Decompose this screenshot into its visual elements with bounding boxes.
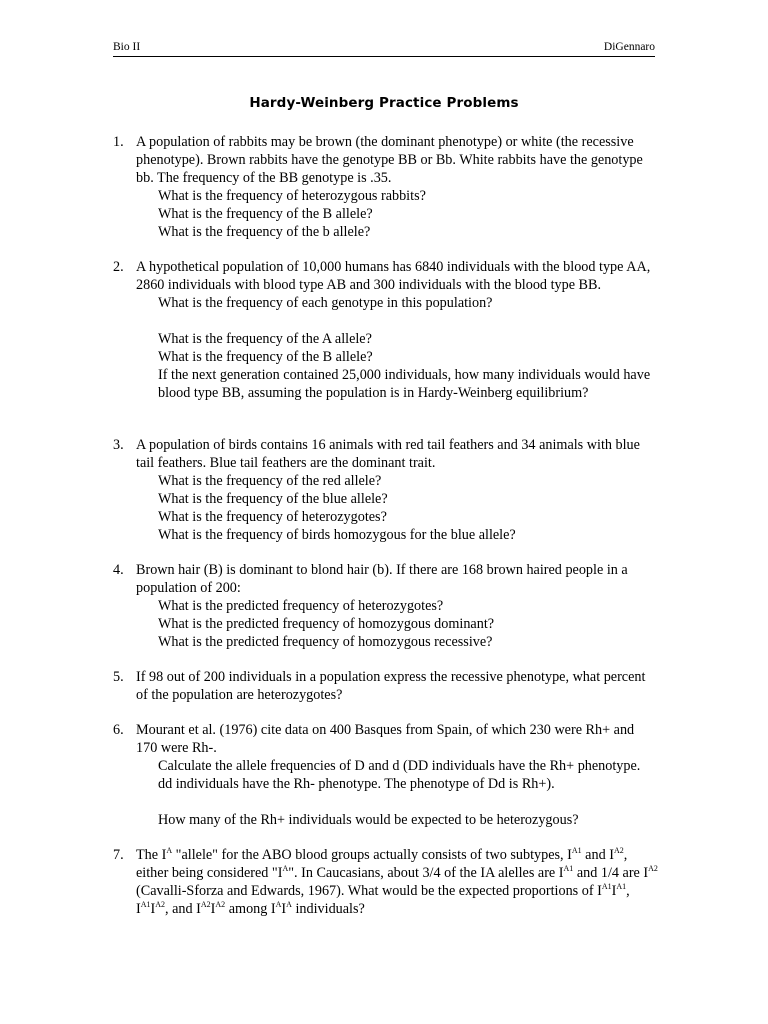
question-stem: Mourant et al. (1976) cite data on 400 Basques from Spain, of which 230 were Rh+ and 170 were Rh-.: [136, 722, 635, 756]
question-number: 4.: [113, 562, 124, 578]
question-stem: A hypothetical population of 10,000 humans has 6840 individuals with the blood type AA, 2860 individuals with blood type AB and 300 individuals with the blood type BB.: [136, 259, 651, 293]
question-stem: Brown hair (B) is dominant to blond hair (b). If there are 168 brown haired people in a population of 200:: [136, 562, 628, 596]
question-number: 1.: [113, 134, 124, 150]
question-6: [113, 721, 658, 829]
sub-question: What is the frequency of the blue allele?: [158, 491, 388, 507]
sub-question: What is the frequency of heterozygotes?: [158, 509, 387, 525]
sub-question: What is the frequency of the A allele?: [158, 331, 372, 347]
sub-question: What is the frequency of the b allele?: [158, 224, 371, 240]
sub-question: What is the frequency of the B allele?: [158, 349, 373, 365]
question-stem: The $I^A$ "allele" for the ABO blood groups actually consists of two subtypes, $I^{A1}$ and $I^{A2}$, either being considered "$I^A$". In Caucasians, about 3/4 of the IA alelles are $I^{A1}$ and 1/4 are $I^{A2}$ (Cavalli-Sforza and Edwards, 1967). What would be the expected proportions of $I^{A1}I^{A1}$, $I^{A1}I^{A2}$, and $I^{A2}I^{A2}$ among $I^AI^A$ individuals?: [136, 846, 658, 917]
question-3: [113, 436, 658, 544]
question-4: [113, 561, 658, 651]
question-number: 2.: [113, 259, 124, 275]
question-stem: A population of birds contains 16 animals with red tail feathers and 34 animals with blue tail feathers. Blue tail feathers are the dominant trait.: [136, 437, 640, 471]
sub-question: What is the frequency of the red allele?: [158, 473, 382, 489]
question-number: 5.: [113, 669, 124, 685]
sub-question: How many of the Rh+ individuals would be expected to be heterozygous?: [158, 812, 579, 828]
sub-question: What is the frequency of the B allele?: [158, 206, 373, 222]
question-5: [113, 668, 658, 704]
sub-question: What is the predicted frequency of homozygous dominant?: [158, 616, 495, 632]
question-2: [113, 258, 658, 402]
sub-question: What is the frequency of heterozygous rabbits?: [158, 188, 426, 204]
sub-question: What is the predicted frequency of heterozygotes?: [158, 598, 444, 614]
question-7: [113, 846, 658, 918]
course-label: Bio II: [113, 41, 141, 53]
sub-question: What is the predicted frequency of homozygous recessive?: [158, 634, 493, 650]
question-number: 6.: [113, 722, 124, 738]
question-stem: A population of rabbits may be brown (the dominant phenotype) or white (the recessive phenotype). Brown rabbits have the genotype BB or Bb. White rabbits have the genotype bb. The frequency of the BB genotype is .35.: [136, 134, 643, 186]
sub-question: Calculate the allele frequencies of D and d (DD individuals have the Rh+ phenotype. dd individuals have the Rh- phenotype. The phenotype of Dd is Rh+).: [158, 758, 641, 792]
sub-question: What is the frequency of each genotype in this population?: [158, 295, 493, 311]
page-title: Hardy-Weinberg Practice Problems: [249, 95, 519, 111]
question-number: 7.: [113, 847, 124, 863]
question-number: 3.: [113, 437, 124, 453]
question-1: [113, 133, 658, 241]
sub-question: What is the frequency of birds homozygous for the blue allele?: [158, 527, 516, 543]
page-header: [113, 40, 655, 57]
sub-question: If the next generation contained 25,000 individuals, how many individuals would have blood type BB, assuming the population is in Hardy-Weinberg equilibrium?: [158, 367, 651, 401]
question-stem: If 98 out of 200 individuals in a population express the recessive phenotype, what percent of the population are heterozygotes?: [136, 669, 646, 703]
author-label: DiGennaro: [603, 41, 655, 53]
